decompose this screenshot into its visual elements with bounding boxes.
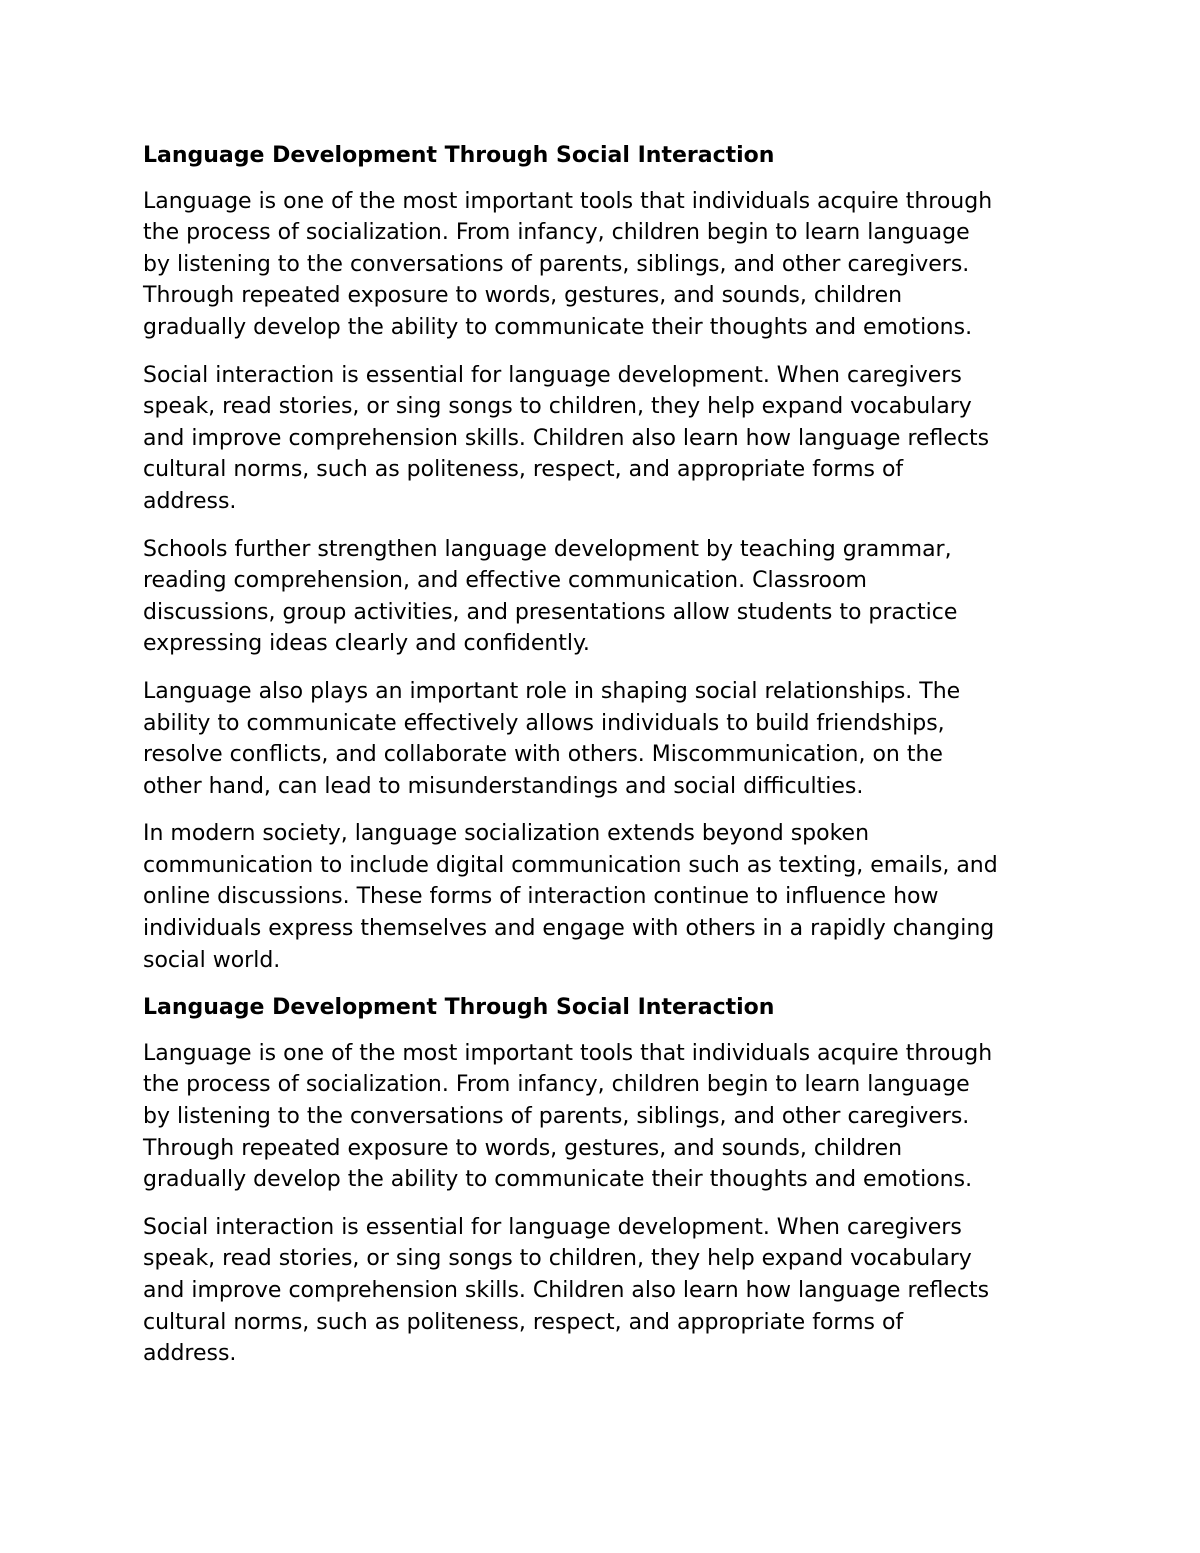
text-line: and improve comprehension skills. Children also learn how language reflects xyxy=(143,425,990,451)
text-line: expressing ideas clearly and confidently. xyxy=(143,631,590,657)
paragraph xyxy=(143,1038,1073,1196)
text-line: by listening to the conversations of parents, siblings, and other caregivers. xyxy=(143,251,970,277)
paragraph xyxy=(143,360,1073,518)
paragraph xyxy=(143,1212,1073,1370)
text-line: reading comprehension, and effective communication. Classroom xyxy=(143,568,867,594)
text-line: speak, read stories, or sing songs to children, they help expand vocabulary xyxy=(143,394,972,420)
text-line: Through repeated exposure to words, gestures, and sounds, children xyxy=(143,283,903,309)
text-line: individuals express themselves and engage with others in a rapidly changing xyxy=(143,916,995,942)
paragraph xyxy=(143,676,1073,802)
document-body xyxy=(143,140,1073,1386)
paragraph xyxy=(143,818,1073,976)
text-line: gradually develop the ability to communicate their thoughts and emotions. xyxy=(143,1167,973,1193)
text-line: In modern society, language socialization extends beyond spoken xyxy=(143,821,870,847)
section-heading: Language Development Through Social Interaction xyxy=(143,995,775,1021)
text-line: discussions, group activities, and presentations allow students to practice xyxy=(143,599,958,625)
text-line: Schools further strengthen language development by teaching grammar, xyxy=(143,536,952,562)
text-line: by listening to the conversations of parents, siblings, and other caregivers. xyxy=(143,1104,970,1130)
text-line: address. xyxy=(143,1341,237,1367)
text-line: communication to include digital communication such as texting, emails, and xyxy=(143,852,998,878)
text-line: social world. xyxy=(143,947,281,973)
text-line: other hand, can lead to misunderstandings and social difficulties. xyxy=(143,773,864,799)
text-line: Language is one of the most important tools that individuals acquire through xyxy=(143,1040,993,1066)
text-line: Social interaction is essential for language development. When caregivers xyxy=(143,362,962,388)
text-line: Language is one of the most important tools that individuals acquire through xyxy=(143,188,993,214)
text-line: Language also plays an important role in shaping social relationships. The xyxy=(143,678,961,704)
text-line: gradually develop the ability to communicate their thoughts and emotions. xyxy=(143,314,973,340)
text-line: online discussions. These forms of interaction continue to influence how xyxy=(143,884,939,910)
text-line: Social interaction is essential for language development. When caregivers xyxy=(143,1214,962,1240)
text-line: and improve comprehension skills. Children also learn how language reflects xyxy=(143,1278,990,1303)
text-line: address. xyxy=(143,488,237,514)
text-line: resolve conflicts, and collaborate with others. Miscommunication, on the xyxy=(143,742,943,768)
text-line: speak, read stories, or sing songs to children, they help expand vocabulary xyxy=(143,1246,972,1272)
text-line: cultural norms, such as politeness, respect, and appropriate forms of xyxy=(143,457,904,483)
text-line: cultural norms, such as politeness, respect, and appropriate forms of xyxy=(143,1309,904,1335)
section-heading: Language Development Through Social Interaction xyxy=(143,143,775,168)
text-line: the process of socialization. From infancy, children begin to learn language xyxy=(143,220,970,246)
text-line: Through repeated exposure to words, gestures, and sounds, children xyxy=(143,1135,903,1161)
paragraph xyxy=(143,186,1073,344)
paragraph xyxy=(143,534,1073,660)
text-line: ability to communicate effectively allows individuals to build friendships, xyxy=(143,710,945,736)
text-line: the process of socialization. From infancy, children begin to learn language xyxy=(143,1072,970,1098)
